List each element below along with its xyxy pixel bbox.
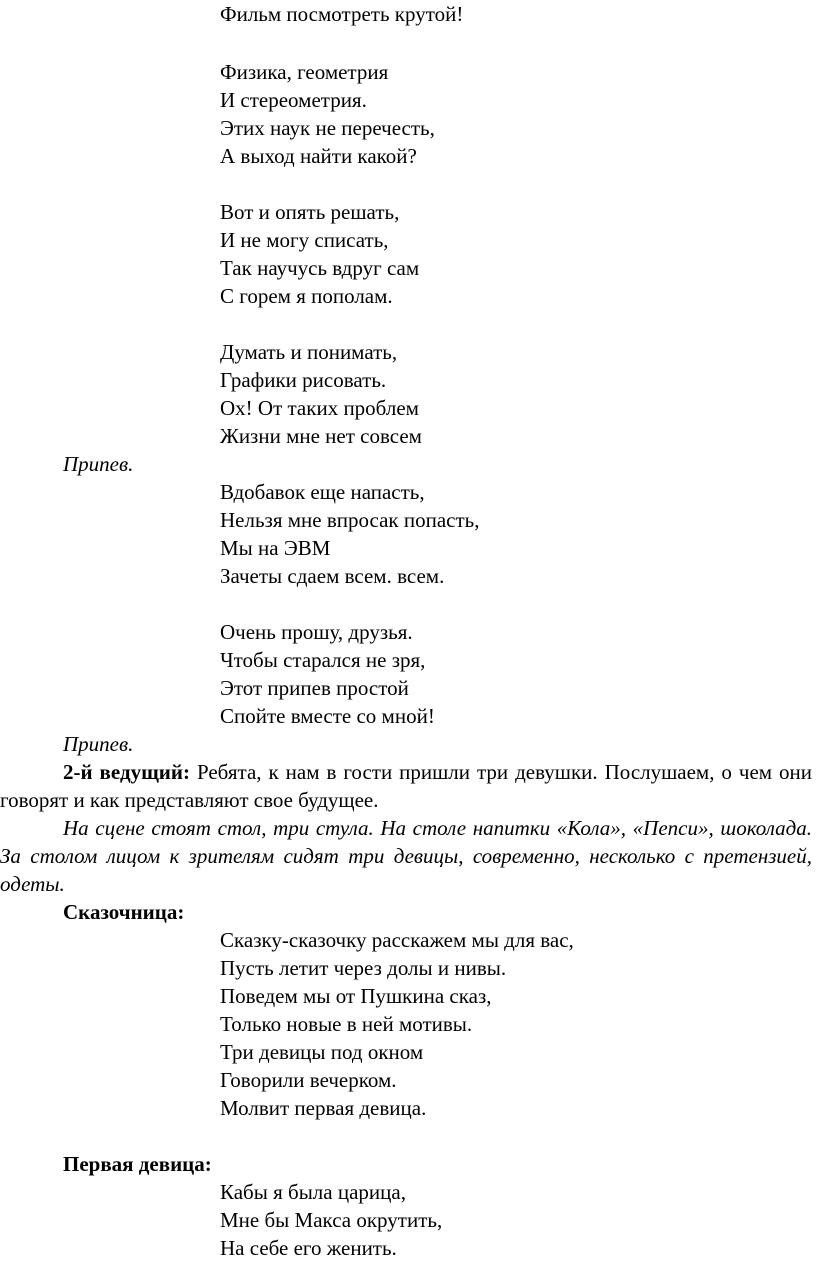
- verse-line: Мне бы Макса окрутить,: [220, 1208, 443, 1232]
- verse-line: Этот припев простой: [220, 676, 409, 700]
- verse-line: Физика, геометрия: [220, 60, 389, 84]
- verse-line: Вдобавок еще напасть,: [220, 480, 425, 504]
- verse-line: Пусть летит через долы и нивы.: [220, 956, 507, 980]
- verse-line: Думать и понимать,: [220, 340, 398, 364]
- verse-line: Сказку-сказочку расскажем мы для вас,: [220, 928, 574, 952]
- verse-line: Жизни мне нет совсем: [220, 424, 422, 448]
- verse-line: А выход найти какой?: [220, 144, 417, 168]
- verse-line: Вот и опять решать,: [220, 200, 400, 224]
- speaker-name: 2-й ведущий:: [63, 760, 190, 784]
- stage-direction: На сцене стоят стол, три стула. На столе напитки «Кола», «Пепси», шоколада. За столом лицом к зрителям сидят три девицы, современно, несколько с претензией, одеты.: [0, 816, 812, 896]
- verse-line: Очень прошу, друзья.: [220, 620, 413, 644]
- verse-line: Кабы я была царица,: [220, 1180, 406, 1204]
- verse-line: Графики рисовать.: [220, 368, 387, 392]
- verse-line: Ох! От таких проблем: [220, 396, 419, 420]
- verse-line: И не могу списать,: [220, 228, 389, 252]
- verse-line: Этих наук не перечесть,: [220, 116, 435, 140]
- verse-line: Фильм посмотреть крутой!: [220, 2, 464, 26]
- verse-line: Спойте вместе со мной!: [220, 704, 435, 728]
- verse-line: И стереометрия.: [220, 88, 367, 112]
- verse-line: На себе его женить.: [220, 1236, 397, 1260]
- verse-line: Поведем мы от Пушкина сказ,: [220, 984, 492, 1008]
- verse-line: Зачеты сдаем всем. всем.: [220, 564, 445, 588]
- refrain-label: Припев.: [63, 452, 134, 476]
- verse-line: Нельзя мне впросак попасть,: [220, 508, 480, 532]
- verse-line: Три девицы под окном: [220, 1040, 424, 1064]
- host-speech: [0, 758, 812, 814]
- verse-line: Говорили вечерком.: [220, 1068, 397, 1092]
- verse-line: Только новые в ней мотивы.: [220, 1012, 473, 1036]
- verse-line: Чтобы старался не зря,: [220, 648, 426, 672]
- verse-line: Так научусь вдруг сам: [220, 256, 420, 280]
- refrain-label: Припев.: [63, 732, 134, 756]
- verse-line: Молвит первая девица.: [220, 1096, 427, 1120]
- speech-text: Ребята, к нам в гости пришли три девушки. Послушаем, о чем они говорят и как представляют свое будущее.: [0, 760, 813, 812]
- verse-line: Мы на ЭВМ: [220, 536, 331, 560]
- speaker-name: Первая девица:: [63, 1152, 212, 1176]
- verse-line: С горем я пополам.: [220, 284, 393, 308]
- speaker-name: Сказочница:: [63, 900, 185, 924]
